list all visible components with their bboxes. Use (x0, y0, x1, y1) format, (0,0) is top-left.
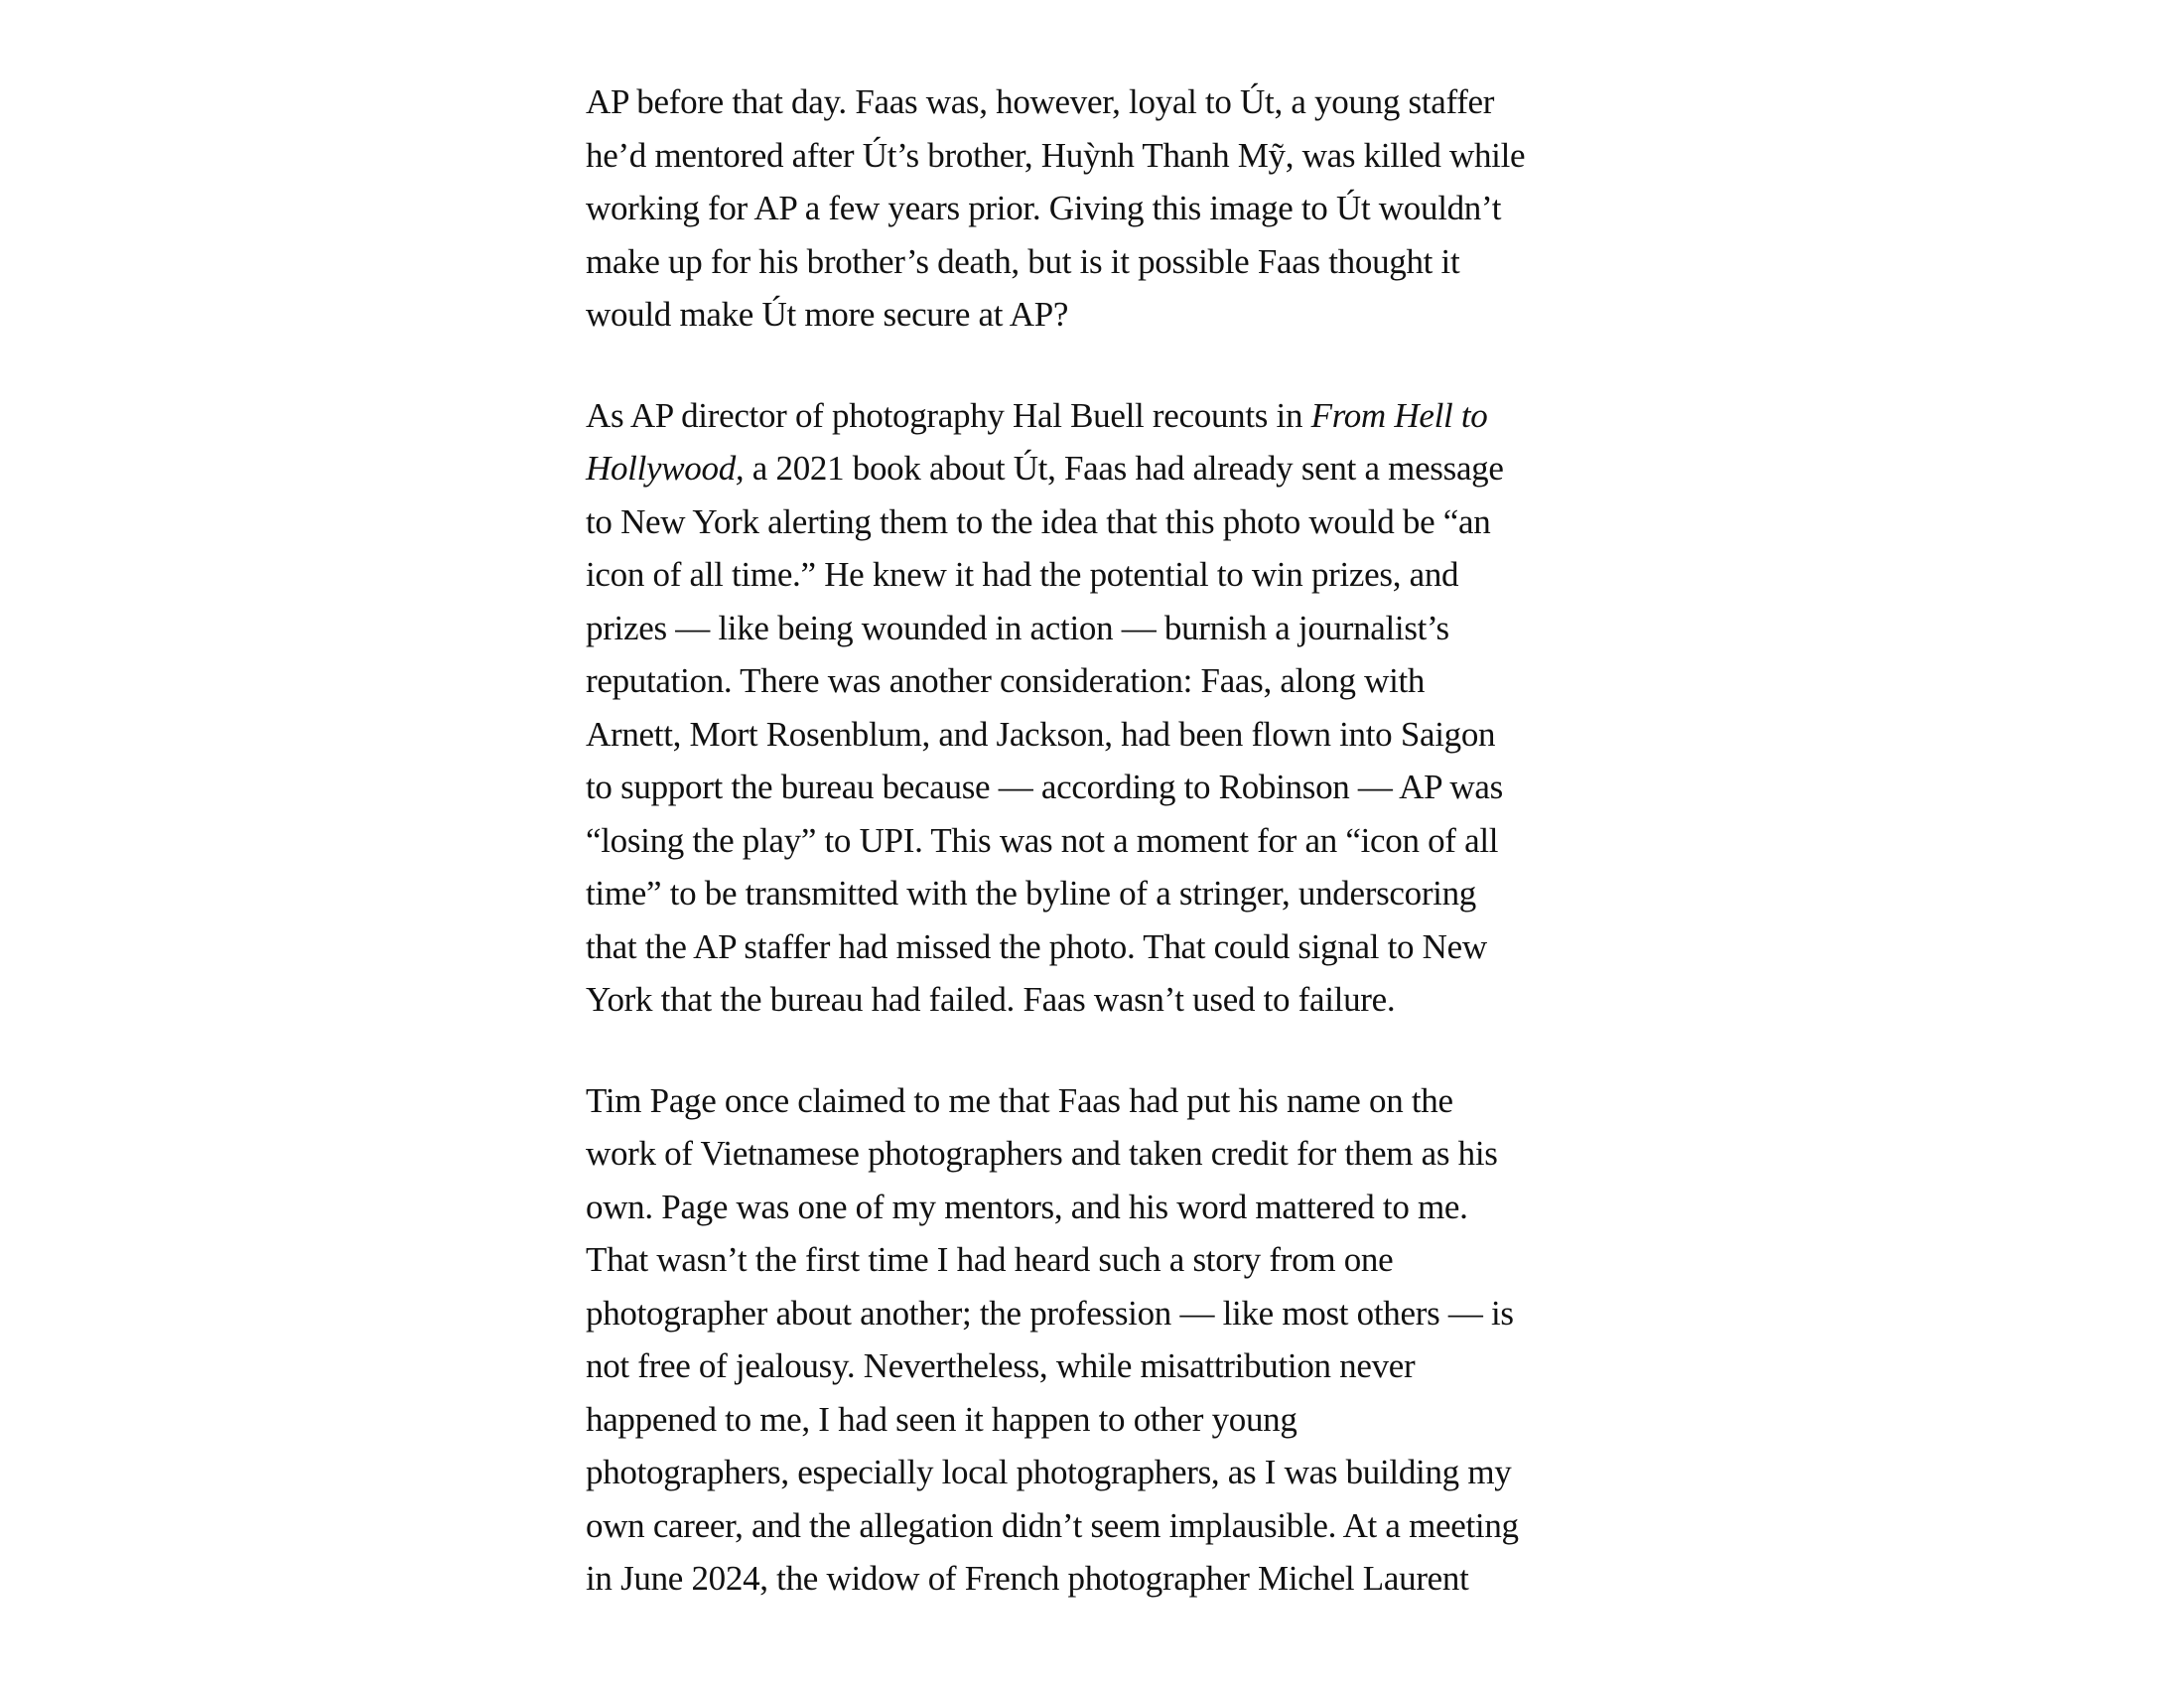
text-line: reputation. There was another consideration: Faas, along with (586, 661, 1426, 700)
text-line: he’d mentored after Út’s brother, Huỳnh Thanh Mỹ, was killed while (586, 135, 1526, 175)
text-line: York that the bureau had failed. Faas wasn’t used to failure. (586, 980, 1396, 1019)
text-line: in June 2024, the widow of French photographer Michel Laurent (586, 1559, 1469, 1598)
text-line: “losing the play” to UPI. This was not a moment for an “icon of all (586, 820, 1499, 860)
text-line: icon of all time.” He knew it had the potential to win prizes, and (586, 555, 1459, 594)
paragraph-2 (586, 389, 1638, 1027)
text-line: working for AP a few years prior. Giving this image to Út wouldn’t (586, 189, 1502, 227)
text-line (586, 442, 1638, 495)
text-line: photographer about another; the profession — like most others — is (586, 1293, 1514, 1333)
text-line: own. Page was one of my mentors, and his word mattered to me. (586, 1187, 1468, 1226)
text-line: photographers, especially local photographers, as I was building my (586, 1453, 1512, 1491)
text-line: would make Út more secure at AP? (586, 295, 1069, 334)
paragraph-1 (586, 75, 1638, 342)
text-run: As AP director of photography Hal Buell recounts in (586, 395, 1311, 435)
book-title: From Hell to (1310, 395, 1488, 435)
text-line: that the AP staffer had missed the photo. That could signal to New (586, 926, 1487, 966)
text-line (586, 389, 1638, 443)
book-title: Hollywood, (586, 449, 745, 488)
article-body (586, 75, 1638, 1653)
text-line: make up for his brother’s death, but is it possible Faas thought it (586, 241, 1460, 281)
text-line: Arnett, Mort Rosenblum, and Jackson, had been flown into Saigon (586, 714, 1496, 754)
text-line: AP before that day. Faas was, however, loyal to Út, a young staffer (586, 82, 1495, 121)
text-line: prizes — like being wounded in action — burnish a journalist’s (586, 608, 1449, 647)
text-line: happened to me, I had seen it happen to other young (586, 1399, 1297, 1439)
text-line: time” to be transmitted with the byline of a stringer, underscoring (586, 874, 1477, 913)
text-run: a 2021 book about Út, Faas had already sent a message (744, 449, 1504, 488)
text-line: Tim Page once claimed to me that Faas had put his name on the (586, 1080, 1453, 1120)
text-line: That wasn’t the first time I had heard such a story from one (586, 1240, 1394, 1279)
text-line: to support the bureau because — according to Robinson — AP was (586, 768, 1503, 806)
paragraph-3 (586, 1074, 1638, 1606)
text-line: own career, and the allegation didn’t seem implausible. At a meeting (586, 1505, 1519, 1545)
text-line: not free of jealousy. Nevertheless, while misattribution never (586, 1346, 1416, 1385)
text-line: work of Vietnamese photographers and taken credit for them as his (586, 1134, 1498, 1173)
text-line: to New York alerting them to the idea that this photo would be “an (586, 501, 1491, 541)
